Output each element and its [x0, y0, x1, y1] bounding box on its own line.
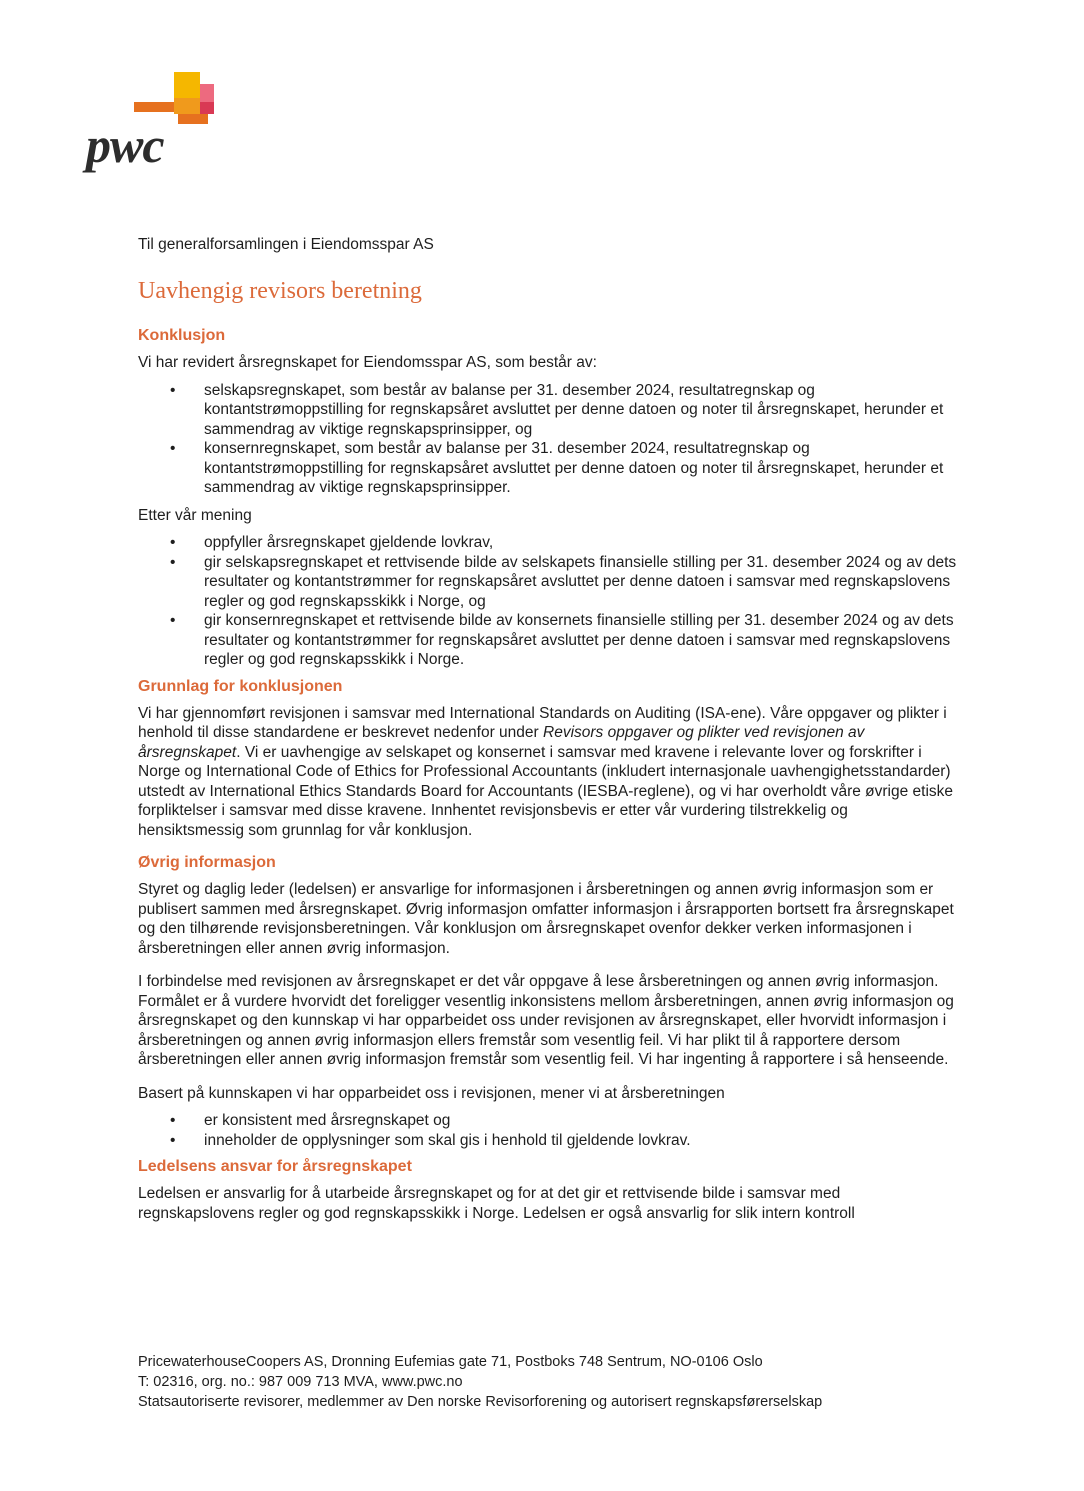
konklusjon-intro: Vi har revidert årsregnskapet for Eiendomsspar AS, som består av: — [138, 354, 597, 371]
list-item: • oppfyller årsregnskapet gjeldende lovkrav, — [170, 534, 494, 551]
bullet-icon: • — [170, 440, 176, 457]
italic-reference: Revisors oppgaver og plikter ved revisjonen av årsregnskapet — [138, 724, 865, 761]
section-heading-ledelsens: Ledelsens ansvar for årsregnskapet — [138, 1158, 412, 1175]
section-heading-grunnlag: Grunnlag for konklusjonen — [138, 677, 343, 695]
list-item: • er konsistent med årsregnskapet og — [170, 1112, 451, 1129]
pwc-logo-wordmark: pwc — [86, 117, 164, 173]
list-item: • inneholder de opplysninger som skal gis i henhold til gjeldende lovkrav. — [170, 1131, 691, 1149]
bullet-icon: • — [170, 612, 176, 629]
section-heading-ovrig: Øvrig informasjon — [138, 854, 276, 871]
opinion-intro: Etter vår mening — [138, 506, 252, 524]
page-footer — [138, 1352, 958, 1412]
grunnlag-paragraph: Vi har gjennomført revisjonen i samsvar med International Standards on Auditing (ISA-ene). Våre oppgaver og plikter i henhold til disse standardene er beskrevet nedenfor under Revisors oppgaver og plikter ved revisjonen av årsregnskapet. Vi er uavhengige av selskapet og konsernet i samsvar med kravene i relevante lover og forskrifter i Norge og International Code of Ethics for Professional Accountants (inkludert internasjonale uavhengighetsstandarder) utstedt av International Ethics Standards Board for Accountants (IESBA-reglene), og vi har overholdt våre øvrige etiske forpliktelser i samsvar med disse kravene. Innhentet revisjonsbevis er etter vår vurdering tilstrekkelig og hensiktsmessig som grunnlag for vår konklusjon. — [138, 704, 954, 839]
footer-registration: Statsautoriserte revisorer, medlemmer av Den norske Revisorforening og autorisert regnskapsførerselskap — [138, 1394, 823, 1410]
bullet-icon: • — [170, 534, 176, 551]
opinion-list — [138, 533, 958, 670]
bullet-icon: • — [170, 381, 176, 399]
addressee: Til generalforsamlingen i Eiendomsspar AS — [138, 236, 434, 253]
footer-contact: T: 02316, org. no.: 987 009 713 MVA, www.pwc.no — [138, 1374, 463, 1390]
ovrig-paragraph-1: Styret og daglig leder (ledelsen) er ansvarlige for informasjonen i årsberetningen og annen øvrig informasjon som er publisert sammen med årsregnskapet. Øvrig informasjon omfatter informasjon i årsrapporten bortsett fra årsregnskapet og den tilhørende revisjonsberetningen. Vår konklusjon om årsregnskapet ovenfor dekker verken informasjonen i årsberetningen eller annen øvrig informasjon. — [138, 881, 954, 957]
footer-address: PricewaterhouseCoopers AS, Dronning Eufemias gate 71, Postboks 748 Sentrum, NO-0106 Oslo — [138, 1354, 763, 1370]
bullet-icon: • — [170, 1131, 176, 1149]
report-body — [138, 236, 958, 1231]
konklusjon-list — [138, 381, 958, 498]
ovrig-paragraph-2: I forbindelse med revisjonen av årsregnskapet er det vår oppgave å lese årsberetningen og annen øvrig informasjon. Formålet er å vurdere hvorvidt det foreligger vesentlig inkonsistens mellom årsberetningen, annen øvrig informasjon og årsregnskapet og den kunnskap vi har opparbeidet oss under revisjonen av årsregnskapet, eller hvorvidt informasjon i årsberetningen og annen øvrig informasjon ellers fremstår som vesentlig feil. Vi har plikt til å rapportere dersom årsberetningen eller annen øvrig informasjon fremstår som vesentlig feil. Vi har ingenting å rapportere i så henseende. — [138, 973, 954, 1068]
pwc-logo — [86, 70, 246, 180]
list-item: • selskapsregnskapet, som består av balanse per 31. desember 2024, resultatregnskap og kontantstrømoppstilling for regnskapsåret avsluttet per denne datoen og noter til årsregnskapet, herunder et sammendrag av viktige regnskapsprinsipper, og — [170, 381, 944, 438]
ledelsens-paragraph: Ledelsen er ansvarlig for å utarbeide årsregnskapet og for at det gir et rettvisende bilde i samsvar med regnskapslovens regler og god regnskapsskikk i Norge. Ledelsen er også ansvarlig for slik intern kontroll — [138, 1185, 855, 1222]
section-heading-konklusjon: Konklusjon — [138, 327, 226, 344]
bullet-icon: • — [170, 553, 176, 571]
list-item: • gir selskapsregnskapet et rettvisende bilde av selskapets finansielle stilling per 31. desember 2024 og av dets resultater og kontantstrømmer for regnskapsåret avsluttet per denne datoen i samsvar med regnskapslovens regler og god regnskapsskikk i Norge, og — [170, 553, 957, 610]
list-item: • konsernregnskapet, som består av balanse per 31. desember 2024, resultatregnskap og kontantstrømoppstilling for regnskapsåret avsluttet per denne datoen og noter til årsregnskapet, herunder et sammendrag av viktige regnskapsprinsipper. — [170, 440, 944, 496]
ovrig-list — [138, 1111, 958, 1150]
ovrig-paragraph-3: Basert på kunnskapen vi har opparbeidet oss i revisjonen, mener vi at årsberetningen — [138, 1084, 725, 1102]
list-item: • gir konsernregnskapet et rettvisende bilde av konsernets finansielle stilling per 31. desember 2024 og av dets resultater og kontantstrømmer for regnskapsåret avsluttet per denne datoen i samsvar med regnskapslovens regler og god regnskapsskikk i Norge. — [170, 612, 954, 668]
bullet-icon: • — [170, 1112, 176, 1129]
document-title: Uavhengig revisors beretning — [138, 278, 422, 304]
